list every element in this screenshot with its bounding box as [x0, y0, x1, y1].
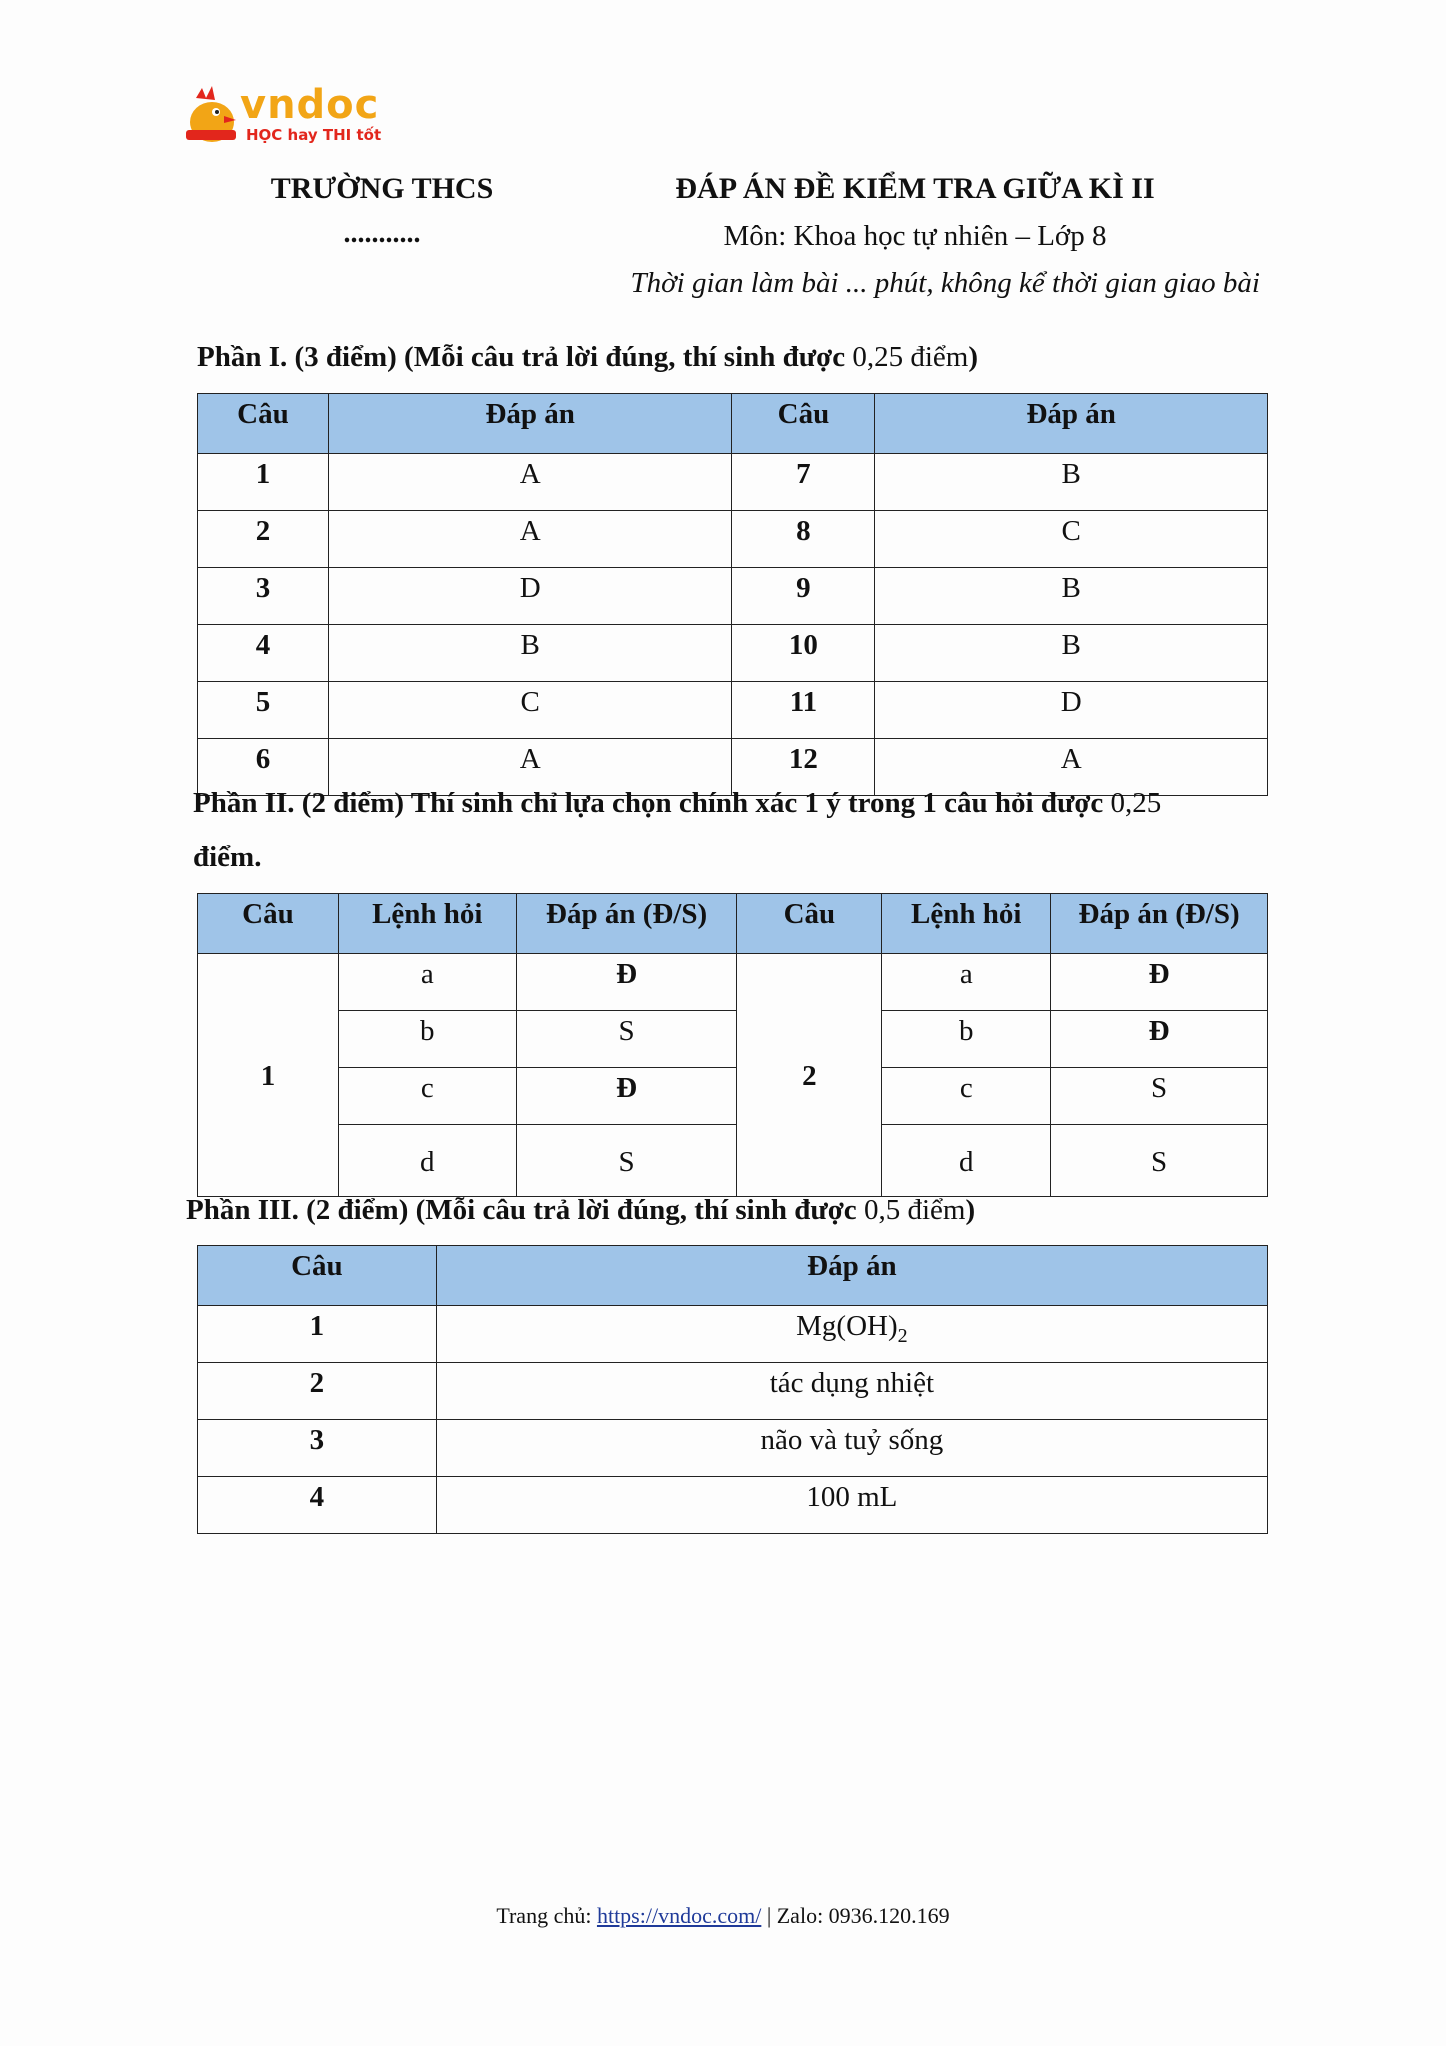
table-row	[198, 1068, 1268, 1125]
question-number: 2	[737, 954, 882, 1197]
col-header: Đáp án	[436, 1246, 1267, 1306]
answer-cell: B	[328, 625, 732, 682]
question-number: 10	[732, 625, 875, 682]
table-header-row	[198, 894, 1268, 954]
part3-table	[197, 1245, 1268, 1534]
col-header: Đáp án (Đ/S)	[516, 894, 737, 954]
col-header: Câu	[732, 394, 875, 454]
answer-cell: B	[875, 568, 1268, 625]
answer-cell: $Mg(OH)_2$	[436, 1306, 1267, 1363]
statement-label: b	[338, 1011, 516, 1068]
logo-brand: vndoc	[240, 82, 380, 128]
time-note: Thời gian làm bài ... phút, không kể thời gian giao bài	[630, 267, 1260, 299]
exam-header	[600, 172, 1260, 300]
table-row	[198, 454, 1268, 511]
question-number: 1	[198, 1306, 437, 1363]
question-number: 1	[198, 954, 339, 1197]
answer-cell: S	[516, 1011, 737, 1068]
table-row	[198, 1477, 1268, 1534]
school-dots: ...........	[343, 218, 421, 249]
answer-cell: D	[875, 682, 1268, 739]
homepage-link[interactable]: https://vndoc.com/	[596, 1903, 762, 1928]
col-header: Đáp án	[875, 394, 1268, 454]
table-row	[198, 568, 1268, 625]
table-row	[198, 1011, 1268, 1068]
table-row	[198, 1363, 1268, 1420]
question-number: 9	[732, 568, 875, 625]
table-row	[198, 511, 1268, 568]
table-row	[198, 625, 1268, 682]
answer-cell: S	[1051, 1068, 1268, 1125]
answer-cell: C	[875, 511, 1268, 568]
question-number: 7	[732, 454, 875, 511]
subject-line: Môn: Khoa học tự nhiên – Lớp 8	[723, 220, 1107, 252]
part3-title: Phần III. (2 điểm) (Mỗi câu trả lời đúng, thí sinh được 0,5 điểm)	[186, 1194, 976, 1226]
question-number: 3	[198, 1420, 437, 1477]
statement-label: c	[338, 1068, 516, 1125]
page-footer	[0, 1903, 1446, 1929]
question-number: 4	[198, 1477, 437, 1534]
answer-cell: 100 mL	[436, 1477, 1267, 1534]
answer-cell: D	[328, 568, 732, 625]
answer-cell: B	[875, 625, 1268, 682]
col-header: Câu	[198, 894, 339, 954]
part1-table	[197, 393, 1268, 796]
question-number: 3	[198, 568, 329, 625]
col-header: Đáp án (Đ/S)	[1051, 894, 1268, 954]
table-header-row	[198, 1246, 1268, 1306]
footer-zalo: | Zalo: 0936.120.169	[766, 1903, 950, 1928]
answer-cell: S	[516, 1125, 737, 1197]
answer-cell: Đ	[516, 954, 737, 1011]
answer-cell: C	[328, 682, 732, 739]
question-number: 6	[198, 739, 329, 796]
question-number: 12	[732, 739, 875, 796]
statement-label: d	[882, 1125, 1051, 1197]
question-number: 8	[732, 511, 875, 568]
col-header: Câu	[198, 394, 329, 454]
question-number: 2	[198, 511, 329, 568]
col-header: Câu	[198, 1246, 437, 1306]
question-number: 2	[198, 1363, 437, 1420]
rooster-icon	[182, 86, 240, 146]
table-header-row	[198, 394, 1268, 454]
table-row	[198, 1420, 1268, 1477]
answer-cell: B	[875, 454, 1268, 511]
col-header: Lệnh hỏi	[882, 894, 1051, 954]
school-block	[262, 172, 502, 250]
question-number: 11	[732, 682, 875, 739]
question-number: 1	[198, 454, 329, 511]
part1-title: Phần I. (3 điểm) (Mỗi câu trả lời đúng, thí sinh được 0,25 điểm)	[197, 341, 979, 373]
answer-cell: A	[328, 739, 732, 796]
statement-label: b	[882, 1011, 1051, 1068]
part2-title: Phần II. (2 điểm) Thí sinh chỉ lựa chọn chính xác 1 ý trong 1 câu hỏi được 0,25 điểm.	[193, 787, 1162, 873]
answer-cell: tác dụng nhiệt	[436, 1363, 1267, 1420]
statement-label: d	[338, 1125, 516, 1197]
part2-table	[197, 893, 1268, 1197]
col-header: Đáp án	[328, 394, 732, 454]
statement-label: c	[882, 1068, 1051, 1125]
table-row	[198, 682, 1268, 739]
col-header: Lệnh hỏi	[338, 894, 516, 954]
vndoc-logo[interactable]	[182, 82, 382, 148]
school-name: TRƯỜNG THCS	[270, 172, 494, 205]
logo-tagline: HỌC hay THI tốt	[246, 126, 382, 144]
answer-cell: Đ	[1051, 1011, 1268, 1068]
answer-cell: A	[328, 454, 732, 511]
question-number: 5	[198, 682, 329, 739]
page-title: ĐÁP ÁN ĐỀ KIỂM TRA GIỮA KÌ II	[675, 172, 1155, 205]
table-row	[198, 1306, 1268, 1363]
answer-cell: não và tuỷ sống	[436, 1420, 1267, 1477]
col-header: Câu	[737, 894, 882, 954]
answer-cell: A	[328, 511, 732, 568]
footer-label: Trang chủ:	[496, 1903, 592, 1928]
answer-cell: S	[1051, 1125, 1268, 1197]
statement-label: a	[882, 954, 1051, 1011]
statement-label: a	[338, 954, 516, 1011]
answer-cell: Đ	[1051, 954, 1268, 1011]
question-number: 4	[198, 625, 329, 682]
table-row	[198, 954, 1268, 1011]
answer-cell: Đ	[516, 1068, 737, 1125]
answer-cell: A	[875, 739, 1268, 796]
